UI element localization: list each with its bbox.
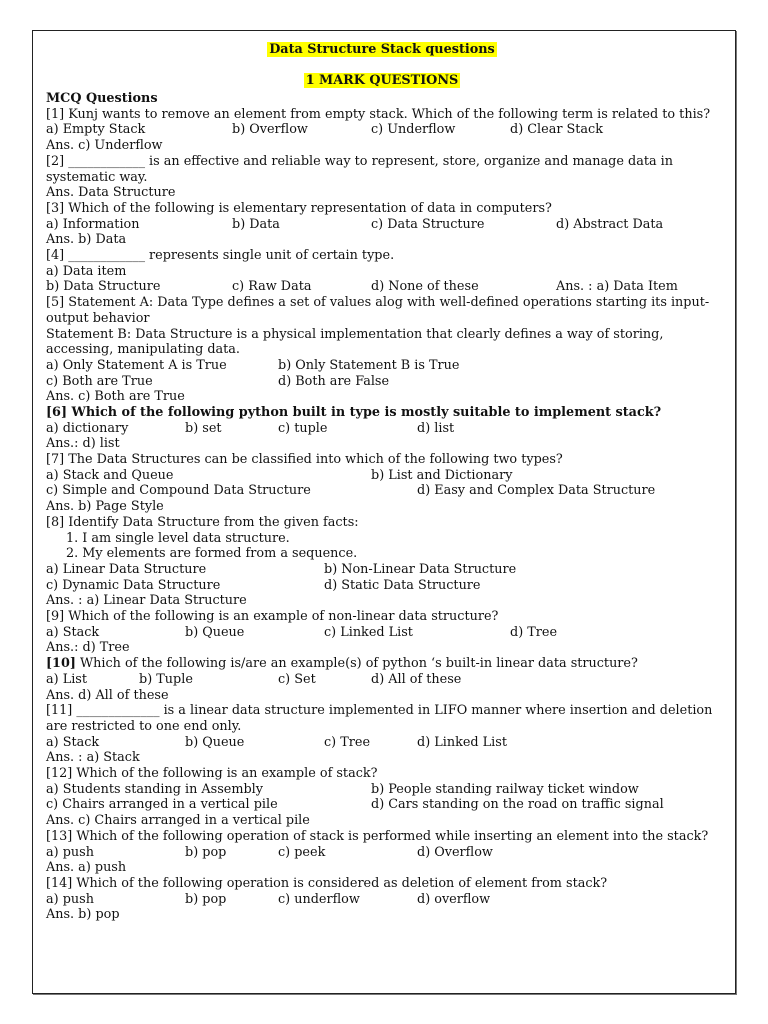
options-row: [46, 625, 718, 641]
question-5-statement-b: Statement B: Data Structure is a physical implementation that clearly defines a way of storing, accessing, manipulating data.: [46, 326, 664, 358]
options-row: [46, 845, 718, 861]
question-11: [11] _____________ is a linear data structure implemented in LIFO manner where insertion and deletion are restricted to one end only.: [46, 703, 713, 734]
answer: Ans. c) Chairs arranged in a vertical pile: [46, 813, 310, 829]
list-item: 2. My elements are formed from a sequence.: [66, 546, 358, 562]
document-title: Data Structure Stack questions: [269, 42, 495, 57]
option: c) Set: [278, 671, 316, 687]
option: a) push: [46, 891, 94, 907]
option: d) Abstract Data: [556, 216, 664, 232]
option: a) Linear Data Structure: [46, 561, 207, 577]
option: c) tuple: [278, 420, 328, 436]
option: a) List: [46, 671, 87, 687]
option: c) peek: [278, 844, 326, 860]
question-10: [46, 656, 718, 672]
option: a) push: [46, 844, 94, 860]
question-3: [3] Which of the following is elementary representation of data in computers?: [46, 200, 552, 216]
options-row: [46, 279, 718, 295]
answer: Ans. a) push: [46, 860, 127, 876]
options-row: [46, 358, 718, 374]
question-4: [4] ____________ represents single unit of certain type.: [46, 248, 395, 263]
option: c) Both are True: [46, 373, 153, 389]
options-row: [46, 735, 718, 751]
options-row: [46, 782, 718, 798]
option: b) Tuple: [139, 671, 193, 687]
option: b) set: [185, 420, 222, 436]
option: c) Linked List: [324, 624, 413, 640]
option: c) Chairs arranged in a vertical pile: [46, 797, 278, 813]
option: c) Dynamic Data Structure: [46, 577, 221, 593]
section-heading: 1 MARK QUESTIONS: [305, 73, 459, 88]
option: b) pop: [185, 844, 227, 860]
question-7: [7] The Data Structures can be classified into which of the following two types?: [46, 452, 563, 468]
option: b) People standing railway ticket window: [371, 781, 639, 797]
options-row: [46, 672, 718, 688]
option: a) Students standing in Assembly: [46, 781, 263, 797]
answer: Ans. b) pop: [46, 907, 120, 923]
question-13: [13] Which of the following operation of stack is performed while inserting an element into the stack?: [46, 828, 709, 844]
options-row: [46, 578, 718, 594]
option: d) All of these: [371, 671, 462, 687]
answer: Ans.: d) Tree: [46, 640, 130, 656]
question-5: [5] Statement A: Data Type defines a set of values alog with well-defined operations starting its input-output behavior: [46, 295, 710, 326]
answer: Ans. b) Page Style: [46, 499, 164, 515]
option: d) Clear Stack: [510, 122, 603, 138]
question-12: [12] Which of the following is an example of stack?: [46, 766, 378, 782]
answer: Ans. : a) Data Item: [556, 279, 678, 295]
option: c) Tree: [324, 734, 371, 750]
option: d) list: [417, 420, 455, 436]
question-text: Which of the following is/are an example(s) of python ‘s built-in linear data structure?: [75, 656, 638, 672]
answer: Ans. c) Underflow: [46, 138, 163, 154]
option: b) Overflow: [232, 122, 308, 138]
answer: Ans. : a) Stack: [46, 750, 140, 766]
option: a) Information: [46, 216, 140, 232]
option: c) Raw Data: [232, 279, 312, 295]
option: d) Overflow: [417, 844, 493, 860]
options-row: [46, 483, 718, 499]
options-row: [46, 468, 718, 484]
option: d) None of these: [371, 279, 479, 295]
option: d) Easy and Complex Data Structure: [417, 483, 656, 499]
option: d) Tree: [510, 624, 558, 640]
option: c) Simple and Compound Data Structure: [46, 483, 311, 499]
options-row: [46, 797, 718, 813]
option: a) Stack and Queue: [46, 467, 174, 483]
option: a) Only Statement A is True: [46, 357, 227, 373]
option: d) Both are False: [278, 373, 390, 389]
option: b) Data: [232, 216, 280, 232]
document-body: [46, 42, 718, 923]
answer: Ans. d) All of these: [46, 687, 169, 703]
option: c) underflow: [278, 891, 360, 907]
option: b) pop: [185, 891, 227, 907]
option: d) overflow: [417, 891, 491, 907]
option: a) Empty Stack: [46, 122, 146, 138]
option: d) Cars standing on the road on traffic signal: [371, 797, 664, 813]
answer: Ans.: d) list: [46, 436, 120, 452]
option: b) Data Structure: [46, 279, 161, 295]
options-row: [46, 892, 718, 908]
answer: Ans. Data Structure: [46, 185, 176, 201]
option: c) Underflow: [371, 122, 456, 138]
question-number: [10]: [46, 656, 76, 672]
question-8: [8] Identify Data Structure from the given facts:: [46, 514, 359, 530]
option: a) dictionary: [46, 420, 129, 436]
answer: Ans. b) Data: [46, 232, 127, 248]
question-14: [14] Which of the following operation is considered as deletion of element from stack?: [46, 875, 608, 891]
option: a) Stack: [46, 734, 100, 750]
option: d) Linked List: [417, 734, 507, 750]
option: d) Static Data Structure: [324, 577, 481, 593]
option: b) Queue: [185, 624, 245, 640]
option: a) Stack: [46, 624, 100, 640]
options-row: [46, 562, 718, 578]
answer: Ans. : a) Linear Data Structure: [46, 593, 247, 609]
options-row: [46, 122, 718, 138]
options-row: [46, 374, 718, 390]
question-2: [2] ____________ is an effective and reliable way to represent, store, organize and manage data in systematic way.: [46, 153, 674, 185]
option: b) Only Statement B is True: [278, 357, 460, 373]
options-row: [46, 421, 718, 437]
option: b) Queue: [185, 734, 245, 750]
option: b) Non-Linear Data Structure: [324, 561, 517, 577]
list-item: 1. I am single level data structure.: [66, 530, 290, 546]
option: c) Data Structure: [371, 216, 485, 232]
answer: Ans. c) Both are True: [46, 389, 185, 405]
question-6: [6] Which of the following python built in type is mostly suitable to implement stack?: [46, 404, 662, 420]
question-9: [9] Which of the following is an example of non-linear data structure?: [46, 609, 499, 625]
options-row: [46, 217, 718, 233]
question-1: [1] Kunj wants to remove an element from empty stack. Which of the following term is related to this?: [46, 106, 711, 122]
mcq-heading: MCQ Questions: [46, 91, 158, 106]
option: b) List and Dictionary: [371, 467, 513, 483]
option: a) Data item: [46, 263, 127, 279]
